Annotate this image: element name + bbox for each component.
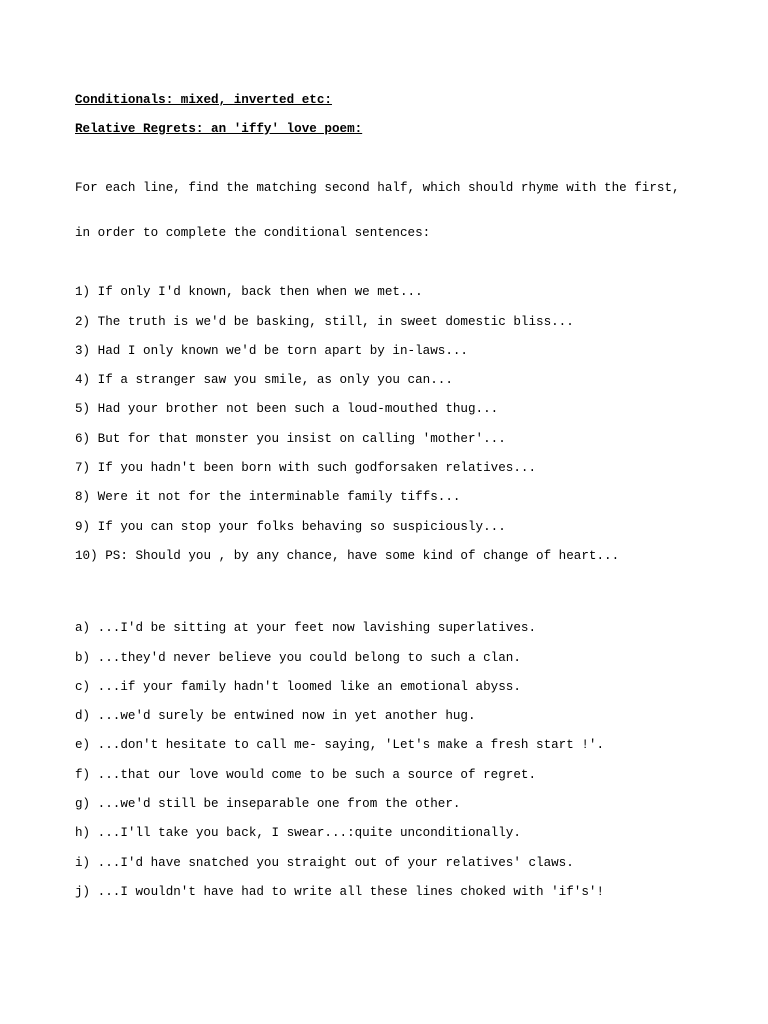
first-half-item: 3) Had I only known we'd be torn apart by in-laws... — [75, 343, 468, 358]
first-half-item: 1) If only I'd known, back then when we met... — [75, 285, 423, 300]
second-half-item: i) ...I'd have snatched you straight out of your relatives' claws. — [75, 855, 574, 870]
first-half-item: 4) If a stranger saw you smile, as only you can... — [75, 373, 453, 388]
second-half-item: j) ...I wouldn't have had to write all these lines choked with 'if's'! — [75, 884, 605, 899]
second-half-item: b) ...they'd never believe you could belong to such a clan. — [75, 650, 521, 665]
first-half-item: 9) If you can stop your folks behaving so suspiciously... — [75, 519, 506, 534]
second-half-item: d) ...we'd surely be entwined now in yet another hug. — [75, 709, 476, 724]
first-half-item: 5) Had your brother not been such a loud-mouthed thug... — [75, 402, 499, 417]
second-half-item: a) ...I'd be sitting at your feet now lavishing superlatives. — [75, 621, 537, 636]
instructions — [75, 151, 735, 271]
document-page — [75, 93, 735, 900]
poem-title: Relative Regrets: an 'iffy' love poem: — [75, 122, 363, 136]
instruction-line: For each line, find the matching second half, which should rhyme with the first, — [75, 181, 680, 195]
second-half-item: f) ...that our love would come to be such a source of regret. — [75, 767, 537, 782]
instruction-line: in order to complete the conditional sentences: — [75, 226, 431, 240]
second-half-item: h) ...I'll take you back, I swear...:quite unconditionally. — [75, 826, 521, 841]
first-half-item: 8) Were it not for the interminable family tiffs... — [75, 490, 461, 505]
document-title: Conditionals: mixed, inverted etc: — [75, 93, 332, 107]
second-half-item: g) ...we'd still be inseparable one from the other. — [75, 797, 461, 812]
first-half-item: 6) But for that monster you insist on calling 'mother'... — [75, 431, 506, 446]
second-half-item: c) ...if your family hadn't loomed like an emotional abyss. — [75, 679, 521, 694]
spacer — [75, 564, 735, 607]
first-half-item: 2) The truth is we'd be basking, still, in sweet domestic bliss... — [75, 314, 574, 329]
first-half-item: 7) If you hadn't been born with such godforsaken relatives... — [75, 461, 537, 476]
second-halves-list — [75, 621, 735, 900]
second-half-item: e) ...don't hesitate to call me- saying, 'Let's make a fresh start !'. — [75, 738, 605, 753]
first-halves-list — [75, 285, 735, 564]
first-half-item: 10) PS: Should you , by any chance, have some kind of change of heart... — [75, 548, 620, 563]
